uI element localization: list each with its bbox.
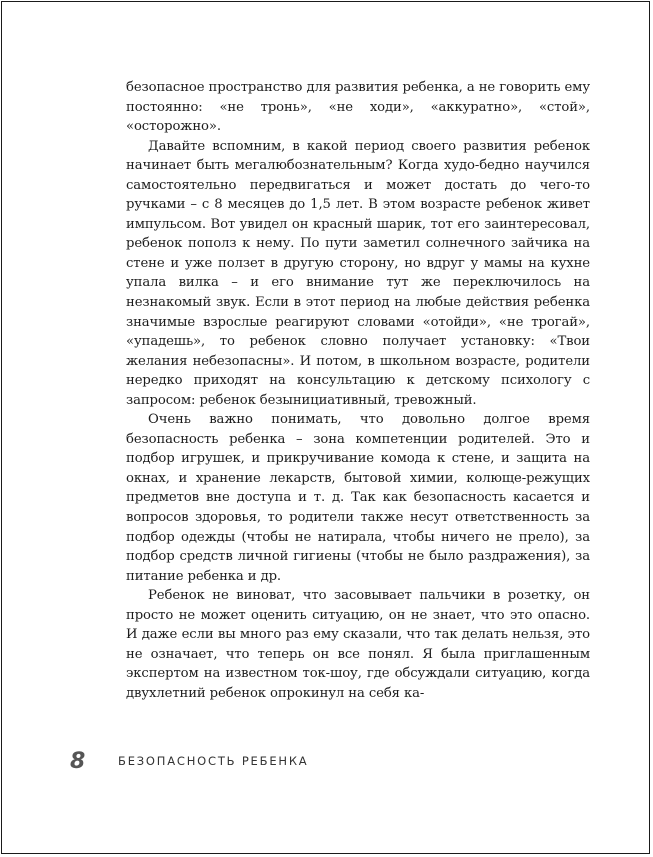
page-number: 8	[70, 748, 86, 774]
book-page	[1, 1, 650, 854]
page-footer	[70, 747, 308, 775]
running-title: БЕЗОПАСНОСТЬ РЕБЕНКА	[118, 754, 309, 768]
paragraph-3: Очень важно понимать, что довольно долгое время безопасность ребенка – зона компетенции родителей. Это и подбор игрушек, и прикручивание комода к стене, и защита на окнах, и хранение лекарств, бытовой химии, колюще-режущих предметов вне доступа и т. д. Так как безопасность касается и вопросов здоровья, то родители также несут ответственность за подбор одежды (чтобы не натирала, чтобы ничего не прело), за подбор средств личной гигиены (чтобы не было раздражения), за питание ребенка и др.	[126, 412, 590, 584]
paragraph-4: Ребенок не виноват, что засовывает пальчики в розетку, он просто не может оценить ситуацию, он не знает, что это опасно. И даже если вы много раз ему сказали, что так делать нельзя, это не означает, что теперь он все понял. Я была приглашенным экспертом на известном ток-шоу, где обсуждали ситуацию, когда двухлетний ребенок опрокинул на себя ка-	[126, 588, 590, 701]
body-text	[126, 78, 590, 704]
paragraph-2: Давайте вспомним, в какой период своего развития ребенок начинает быть мегалюбознательным? Когда худо-бедно научился самостоятельно передвигаться и может достать до чего-то ручками – с 8 месяцев до 1,5 лет. В этом возрасте ребенок живет импульсом. Вот увидел он красный шарик, тот его заинтересовал, ребенок пополз к нему. По пути заметил солнечного зайчика на стене и уже ползет в другую сторону, но вдруг у мамы на кухне упала вилка – и его внимание тут же переключилось на незнакомый звук. Если в этот период на любые действия ребенка значимые взрослые реагируют словами «отойди», «не трогай», «упадешь», то ребенок словно получает установку: «Твои желания небезопасны». И потом, в школьном возрасте, родители нередко приходят на консультацию к детскому психологу с запросом: ребенок безынициативный, тревожный.	[126, 138, 590, 408]
paragraph-1: безопасное пространство для развития ребенка, а не говорить ему постоянно: «не тронь», «не ходи», «аккуратно», «стой», «осторожно».	[126, 80, 590, 135]
